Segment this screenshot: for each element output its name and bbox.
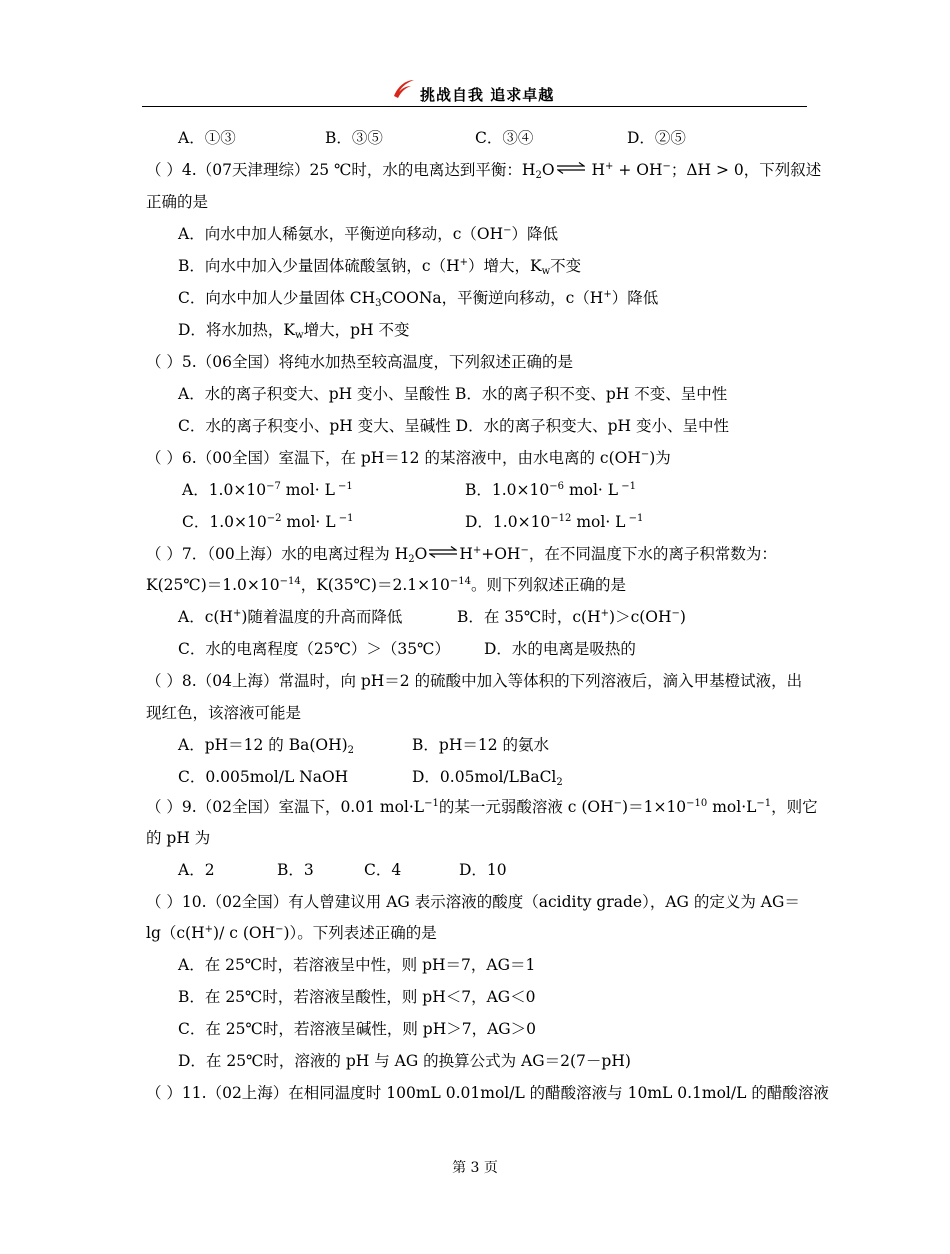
red-swoosh-logo-icon: [392, 76, 416, 100]
q10-option-b: B．在 25℃时，若溶液呈酸性，则 pH＜7，AG＜0: [178, 988, 536, 1006]
q5-options-cd: C．水的离子积变小、pH 变大、呈碱性 D．水的离子积变大、pH 变小、呈中性: [178, 417, 729, 435]
page-number: 第 3 页: [452, 1160, 498, 1176]
q9-stem: （ ）9.（02全国）室温下，0.01 $mol\cdot L^{-1}$的某一元弱酸溶液 c $(OH^-)=1\times 10^{-10}$ $mol\cdot L^{-1}$，则它: [146, 798, 818, 816]
page-header: [142, 76, 807, 107]
q11-stem: （ ）11.（02上海）在相同温度时 100mL 0.01mol/L 的醋酸溶液与 10mL 0.1mol/L 的醋酸溶液: [146, 1084, 829, 1102]
q8-stem-line2: 现红色，该溶液可能是: [146, 704, 302, 722]
q7-option-c: C．水的电离程度（25℃）＞（35℃）: [178, 640, 450, 658]
equilibrium-arrow-icon: [557, 162, 585, 174]
q10-option-d: D．在 25℃时，溶液的 pH 与 AG 的换算公式为 AG＝2(7－pH): [178, 1052, 631, 1070]
q7-option-a: A．c(H+)随着温度的升高而降低: [178, 608, 403, 626]
q8-stem: （ ）8.（04上海）常温时，向 pH＝2 的硫酸中加入等体积的下列溶液后，滴入甲基橙试液，出: [146, 672, 803, 690]
q7-option-b: B．在 35℃时，c(H+)＞c(OH−): [457, 608, 686, 626]
q8-option-c: C．0.005mol/L NaOH: [178, 768, 349, 786]
q7-stem: （ ）7．（00上海）水的电离过程为 $H_2O$ H++OH−，在不同温度下水的离子积常数为：: [146, 545, 777, 565]
q6-stem: （ ）6.（00全国）室温下，在 pH＝12 的某溶液中，由水电离的 c(OH−)为: [146, 449, 671, 467]
q6-option-c: C．$1.0\times 10^{-2}$ mol· L $^{-1}$: [182, 513, 354, 531]
q10-option-a: A．在 25℃时，若溶液呈中性，则 pH＝7，AG＝1: [178, 956, 536, 974]
q3-option-a: A．①③: [178, 129, 236, 147]
q8-option-d: D．0.05mol/LBaCl$_2$: [412, 768, 563, 788]
q6-option-b: B．$1.0\times 10^{-6}$ mol· L $^{-1}$: [465, 481, 636, 499]
q9-option-d: D．10: [459, 861, 507, 879]
q5-stem: （ ）5.（06全国）将纯水加热至较高温度，下列叙述正确的是: [146, 353, 573, 371]
q6-option-a: A．$1.0\times 10^{-7}$ mol· L $^{-1}$: [182, 481, 353, 499]
equilibrium-arrow-icon: [429, 546, 457, 558]
q10-stem-line2: lg（c(H+)/ c (OH−)）。下列表述正确的是: [146, 924, 437, 942]
q4-option-d: D．将水加热，$K_w$增大，pH 不变: [178, 321, 410, 341]
q3-option-b: B．③⑤: [325, 129, 383, 147]
q8-option-b: B．pH＝12 的氨水: [412, 736, 549, 754]
q5-options-ab: A．水的离子积变大、pH 变小、呈酸性 B．水的离子积不变、pH 不变、呈中性: [178, 385, 728, 403]
q4-option-b: B．向水中加入少量固体硫酸氢钠，c（H+）增大，$K_w$不变: [178, 257, 582, 277]
header-motto: 挑战自我 追求卓越: [420, 86, 555, 104]
q9-option-b: B．3: [277, 861, 314, 879]
q4-option-a: A．向水中加人稀氨水，平衡逆向移动，c（OH−）降低: [178, 225, 559, 243]
q9-stem-line2: 的 pH 为: [146, 829, 211, 847]
q7-option-d: D．水的电离是吸热的: [484, 640, 636, 658]
q4-option-c: C．向水中加人少量固体 $CH_3COONa$，平衡逆向移动，c（H+）降低: [178, 289, 659, 309]
q6-option-d: D．$1.0\times 10^{-12}$ mol· L $^{-1}$: [465, 513, 644, 531]
q7-stem-line2: $K(25℃)=1.0\times 10^{-14}$，$K(35℃)=2.1\times 10^{-14}$。则下列叙述正确的是: [146, 576, 626, 594]
q10-option-c: C．在 25℃时，若溶液呈碱性，则 pH＞7，AG＞0: [178, 1020, 537, 1038]
q3-option-d: D．②⑤: [627, 129, 686, 147]
q10-stem: （ ）10.（02全国）有人曾建议用 AG 表示溶液的酸度（acidity grade），AG 的定义为 AG＝: [146, 893, 800, 911]
q8-option-a: A．pH＝12 的 $Ba(OH)_2$: [178, 736, 355, 756]
q9-option-c: C．4: [364, 861, 402, 879]
q3-option-c: C．③④: [475, 129, 534, 147]
q9-option-a: A．2: [178, 861, 215, 879]
q4-stem: （ ）4.（07天津理综）25 ℃时，水的电离达到平衡：$H_2O$ H+ + OH−；ΔH > 0，下列叙述: [146, 161, 822, 181]
q4-stem-line2: 正确的是: [146, 193, 209, 211]
